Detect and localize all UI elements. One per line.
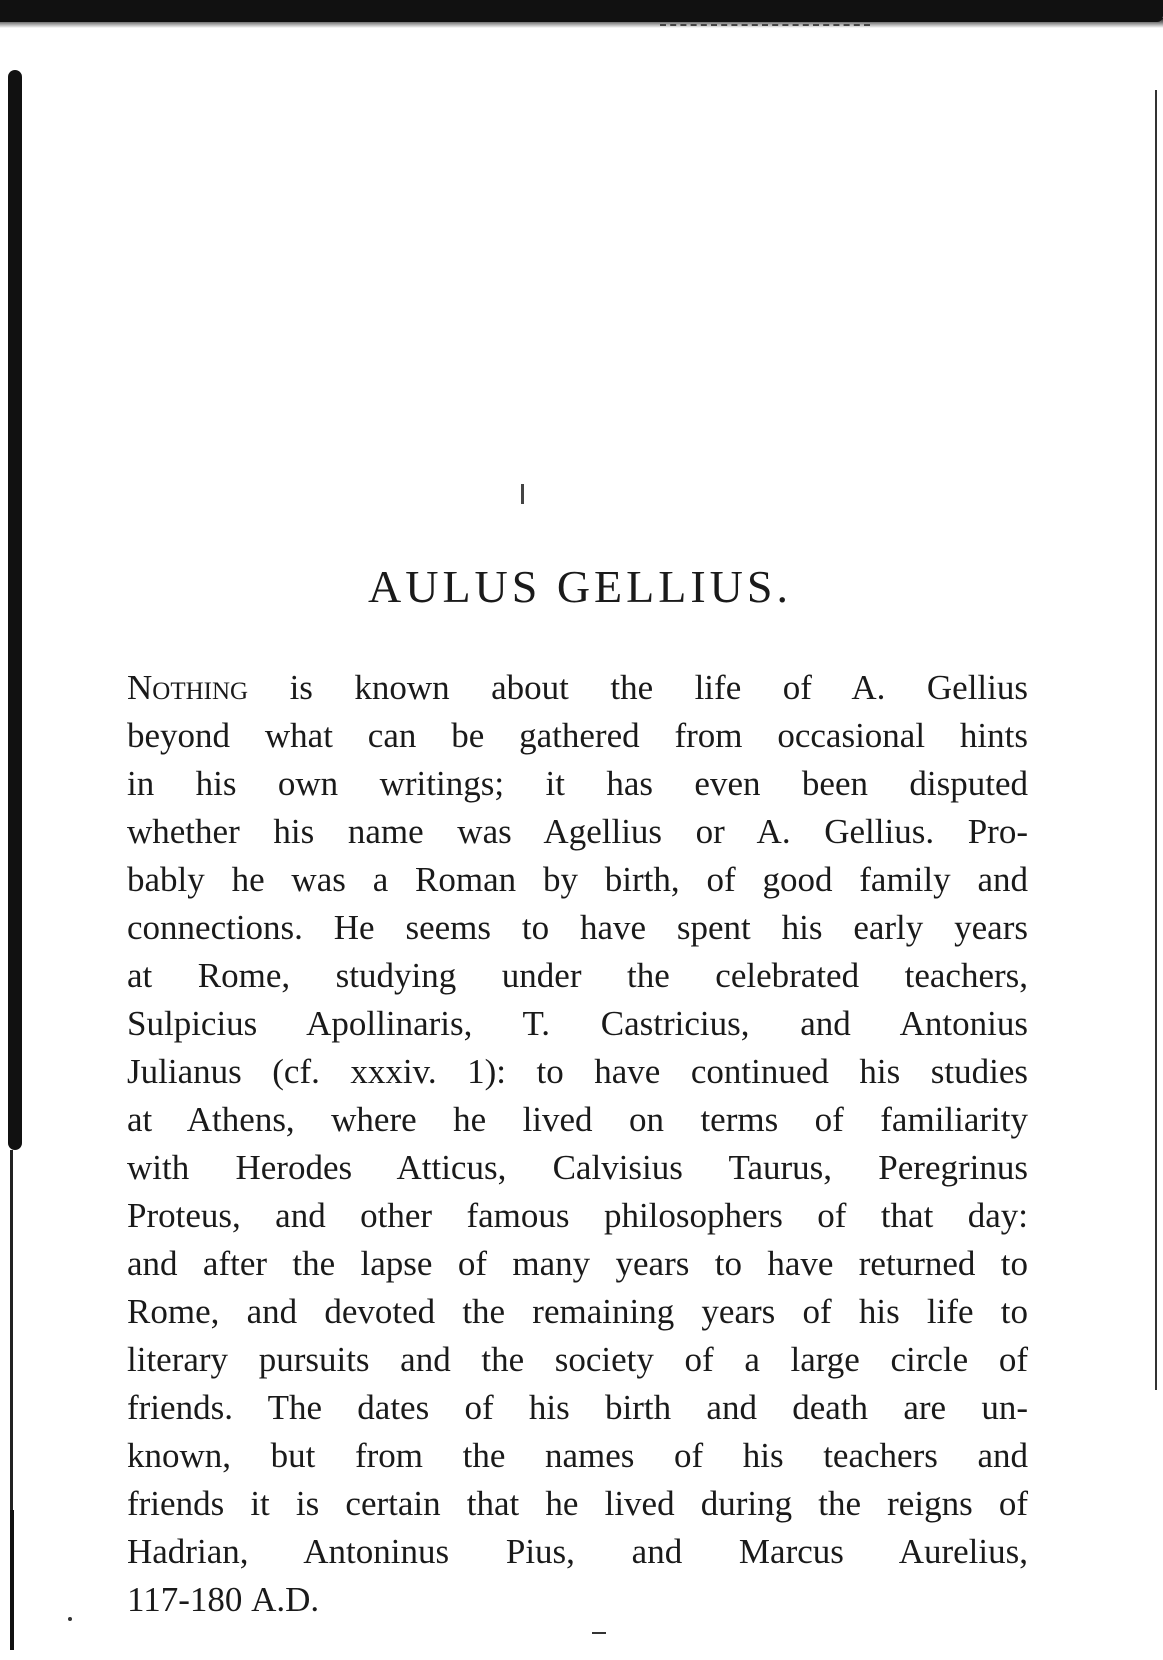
text-line: Sulpicius Apollinaris, T. Castricius, and Antonius xyxy=(127,1004,1028,1043)
scan-tick-mark xyxy=(521,484,524,504)
text-line: Hadrian, Antoninus Pius, and Marcus Aurelius, xyxy=(127,1532,1028,1571)
scan-top-shadow xyxy=(0,18,1163,28)
text-line: beyond what can be gathered from occasional hints xyxy=(127,716,1028,755)
text-line: connections. He seems to have spent his early years xyxy=(127,908,1028,947)
text-line: literary pursuits and the society of a large circle of xyxy=(127,1340,1028,1379)
text-line: and after the lapse of many years to have returned to xyxy=(127,1244,1028,1283)
text-line-final xyxy=(127,1576,1028,1624)
first-word: Nothing xyxy=(127,668,249,707)
years-range: 117-180 xyxy=(127,1580,243,1619)
page-title: AULUS GELLIUS. xyxy=(368,561,792,612)
text-line: Proteus, and other famous philosophers of that day: xyxy=(127,1196,1028,1235)
scan-dash-mark xyxy=(660,24,870,28)
text-line: Rome, and devoted the remaining years of his life to xyxy=(127,1292,1028,1331)
scan-right-edge xyxy=(1155,90,1157,1390)
text-line: at Athens, where he lived on terms of familiarity xyxy=(127,1100,1028,1139)
text-line xyxy=(127,664,1028,712)
scan-left-edge xyxy=(8,70,22,1150)
text-line: known, but from the names of his teachers and xyxy=(127,1436,1028,1475)
scan-stray-dot xyxy=(68,1617,72,1621)
body-paragraph xyxy=(127,664,1028,1624)
text-line: at Rome, studying under the celebrated teachers, xyxy=(127,956,1028,995)
text-line: whether his name was Agellius or A. Gellius. Pro- xyxy=(127,812,1028,851)
scan-stray-dash xyxy=(592,1632,606,1634)
text-line: in his own writings; it has even been disputed xyxy=(127,764,1028,803)
text-line: Julianus (cf. xxxiv. 1): to have continued his studies xyxy=(127,1052,1028,1091)
scan-left-edge-bottom xyxy=(10,1510,14,1650)
text-line: bably he was a Roman by birth, of good family and xyxy=(127,860,1028,899)
line-rest: is known about the life of A. Gellius xyxy=(248,668,1028,707)
text-line: friends. The dates of his birth and death are un- xyxy=(127,1388,1028,1427)
era-label: A.D. xyxy=(251,1580,320,1619)
text-line: with Herodes Atticus, Calvisius Taurus, Peregrinus xyxy=(127,1148,1028,1187)
text-line: friends it is certain that he lived during the reigns of xyxy=(127,1484,1028,1523)
